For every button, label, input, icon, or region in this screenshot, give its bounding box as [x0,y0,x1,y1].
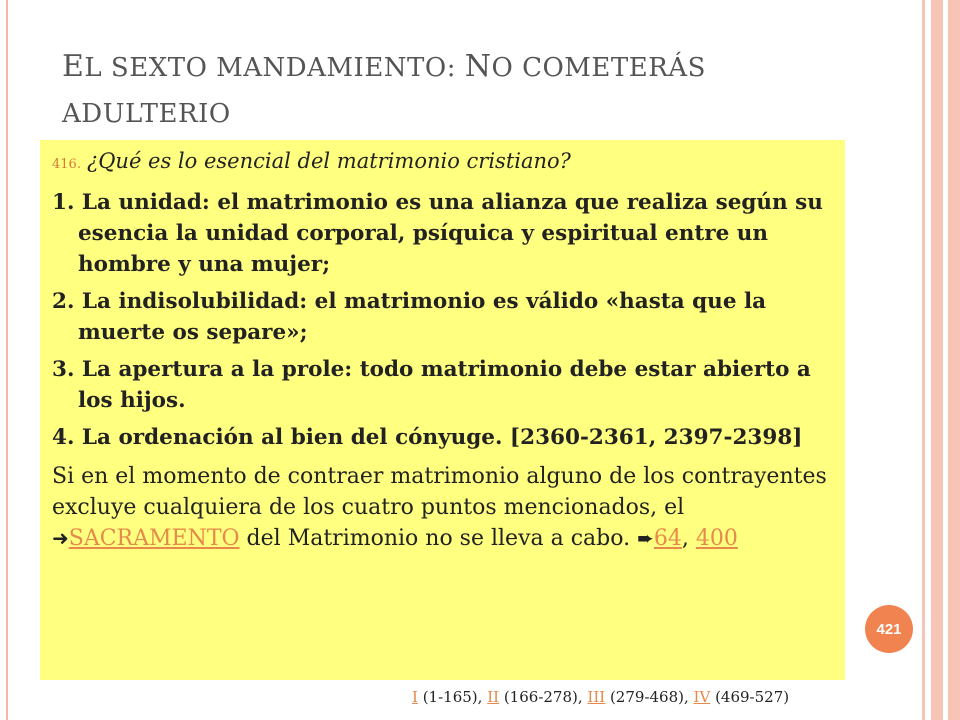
footer-link-part-1[interactable]: I [412,688,418,706]
point-2: 2. La indisolubilidad: el matrimonio es válido «hasta que la muerte os separe»; [52,289,767,345]
reference-separator: , [681,526,696,551]
right-border-band-outer [948,0,960,720]
footer-link-part-3[interactable]: III [587,688,606,706]
point-1: 1. La unidad: el matrimonio es una alianza que realiza según su esencia la unidad corporal, psíquica y espiritual entre un hombre y una mujer; [52,190,823,277]
title-text-a: L SEXTO MANDAMIENTO [84,53,447,83]
question-text: ¿Qué es lo esencial del matrimonio cristiano? [86,149,571,173]
title-line-2: ADULTERIO [62,99,231,129]
point-4: 4. La ordenación al bien del cónyuge. [2360-2361, 2397-2398] [52,425,803,450]
left-border-line [6,0,8,720]
closing-text-2: del Matrimonio no se lleva a cabo. [239,526,638,551]
arrow-right-bold-icon: ➨ [637,526,654,550]
reference-link-400[interactable]: 400 [695,526,738,551]
title-line-1 [62,44,822,91]
content-body [52,145,832,554]
footer-range-part-2: (166-278), [499,688,588,706]
arrow-right-icon: ➜ [52,526,69,550]
point-3: 3. La apertura a la prole: todo matrimonio debe estar abierto a los hijos. [52,357,811,413]
reference-link-64[interactable]: 64 [653,526,682,551]
footer-range-part-4: (469-527) [710,688,790,706]
title-cap-n: N [464,49,492,84]
title-text-b: O COMETERÁS [491,53,706,83]
title-cap-e: E [62,49,85,84]
closing-text-1: Si en el momento de contraer matrimonio alguno de los contrayentes excluye cualquiera de los cuatro puntos mencionados, el [52,464,827,520]
question [52,145,832,181]
footer-link-part-2[interactable]: II [487,688,500,706]
footer-range-part-3: (279-468), [605,688,694,706]
question-number: 416. [52,157,81,172]
page-number-badge: 421 [865,605,913,653]
slide-title [62,44,822,137]
footer-navigation [412,688,789,706]
footer-range-part-1: (1-165), [417,688,488,706]
sacramento-link[interactable]: SACRAMENTO [68,526,240,551]
right-border-line [922,0,925,720]
right-border-band-inner [931,0,943,720]
title-separator: : [446,53,465,83]
closing-paragraph [52,461,832,554]
footer-link-part-4[interactable]: IV [693,688,711,706]
